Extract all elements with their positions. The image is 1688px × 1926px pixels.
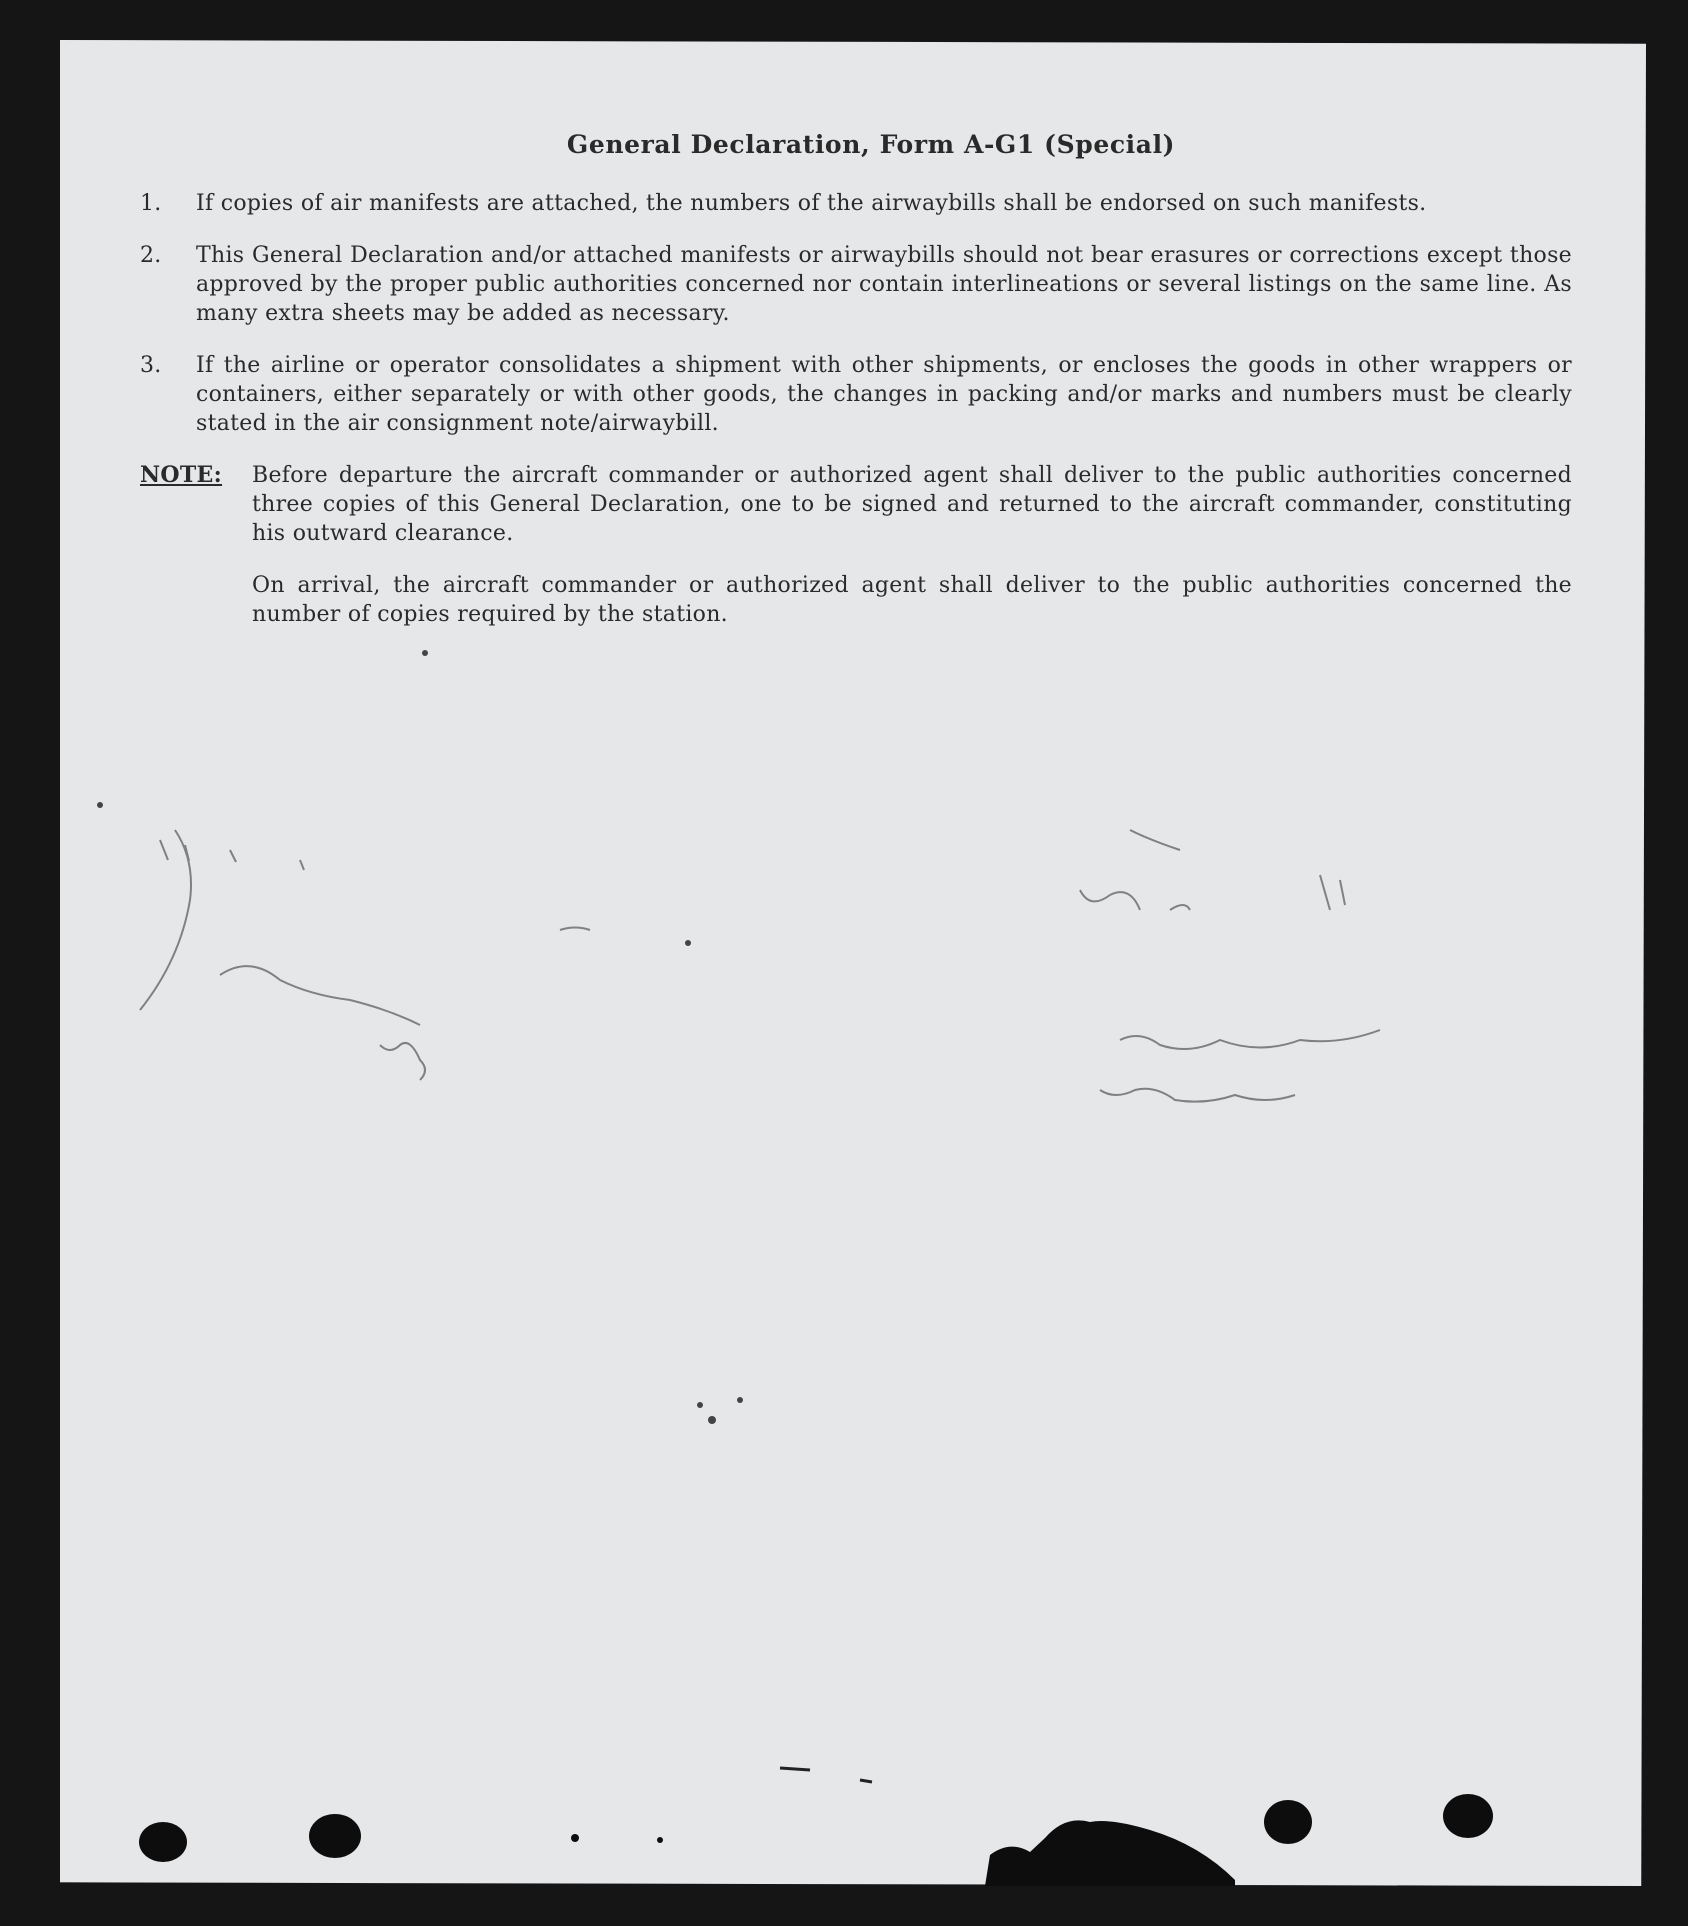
- ink-stain: [571, 1768, 1235, 1886]
- note-label: NOTE:: [140, 462, 223, 488]
- item-text: If the airline or operator consolidates a shipment with other shipments, or encloses the goods in other wrappers or containers, either separately or with other goods, the changes in packing and/or marks and numbers must be clearly stated in the air consignment note/airwaybill.: [196, 353, 1572, 436]
- item-number: 2.: [140, 243, 162, 268]
- note-paragraph-departure: Before departure the aircraft commander or authorized agent shall deliver to the public authorities concerned three copies of this General Declaration, one to be signed and returned to the aircraft commander, constituting his outward clearance.: [252, 463, 1572, 546]
- item-number: 1.: [140, 191, 162, 216]
- note-paragraph-arrival: On arrival, the aircraft commander or authorized agent shall deliver to the public authorities concerned the number of copies required by the station.: [252, 573, 1572, 627]
- document-title: General Declaration, Form A-G1 (Special): [566, 130, 1176, 159]
- bleed-through-handwriting-right: [1080, 830, 1380, 1102]
- item-number: 3.: [140, 353, 162, 378]
- bleed-through-handwriting-left: [140, 830, 590, 1080]
- item-text: If copies of air manifests are attached, the numbers of the airwaybills shall be endorsed on such manifests.: [196, 191, 1427, 216]
- item-text: This General Declaration and/or attached manifests or airwaybills should not bear erasures or corrections except those approved by the proper public authorities concerned nor contain interlineations or several listings on the same line. As many extra sheets may be added as necessary.: [196, 243, 1572, 326]
- stray-marks-under-text: [97, 650, 743, 1424]
- binder-holes: [139, 1794, 1493, 1862]
